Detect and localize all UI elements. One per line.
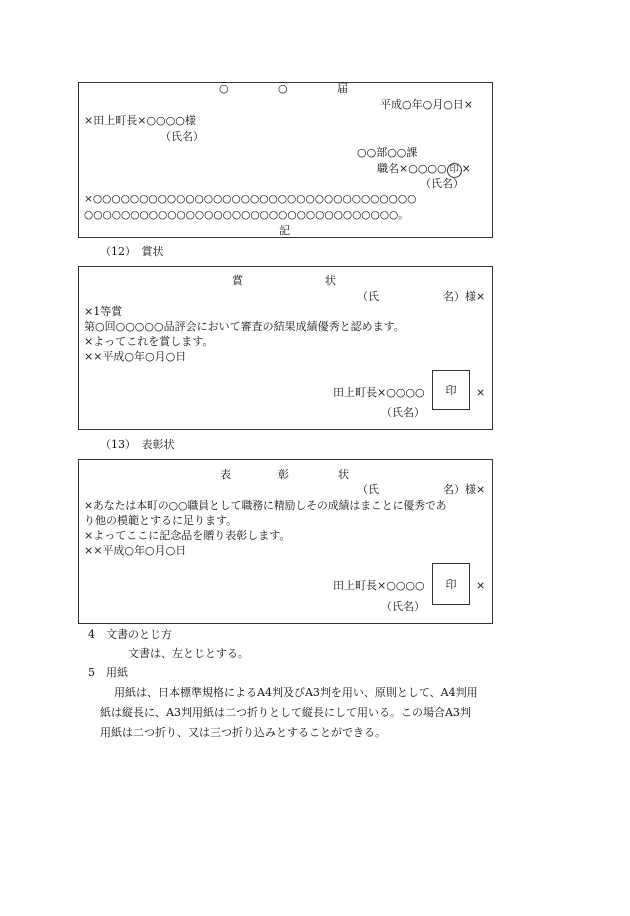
seal-circle-icon: 印 [447,163,462,178]
form-name-sub: （氏名） [420,177,464,190]
heading-12: （12） 賞状 [100,245,164,258]
commend-body-1: ×あなたは本町の○○職員として職務に精励しその成績はまことに優秀であ [84,499,447,512]
form-date-line: 平成○年○月○日× [380,98,474,111]
commend-seal-char: 印 [445,578,457,591]
commend-x-mark: × [476,579,486,592]
commend-title-char-2: 彰 [278,468,289,481]
form-position-suffix: × [461,162,471,175]
award-name-right: 名）様× [443,290,486,303]
section-5-body-2: 紙は縦長に、A3判用紙は二つ折りとして縦長にして用いる。この場合A3判 [100,706,471,719]
section-5-body-1: 用紙は、日本標準規格によるA4判及びA3判を用い、原則として、A4判用 [114,686,478,699]
form-position-prefix: 職名×○○○○ [377,162,447,175]
award-body-2: ×よってこれを賞します。 [84,335,214,348]
form-addressee-sub: （氏名） [160,130,204,143]
commend-body-3: ×よってここに記念品を贈り表彰します。 [84,529,291,542]
form-title-char-2: ○ [278,82,288,95]
award-body-1: 第○回○○○○○品評会において審査の結果成績優秀と認めます。 [84,320,405,333]
award-x-mark: × [476,386,486,399]
commend-title-char-3: 状 [338,468,349,481]
form-ki: 記 [279,224,290,237]
section-5-body-3: 用紙は二つ折り、又は三つ折り込みとすることができる。 [100,726,386,739]
form-title-char-3: 届 [337,82,348,95]
commend-body-2: り他の模範とするに足ります。 [84,514,238,527]
commend-issuer-sub: （氏名） [381,600,425,613]
section-4-body: 文書は、左とじとする。 [128,647,249,660]
form-title-char-1: ○ [219,82,229,95]
form-dept: ○○部○○課 [357,146,418,159]
section-5-heading: 5 用紙 [88,666,128,679]
award-title-char-1: 賞 [232,274,243,287]
award-seal-box [432,370,470,410]
commend-date: ××平成○年○月○日 [84,544,187,557]
award-issuer: 田上町長×○○○○ [333,386,425,399]
commend-name-left: （氏 [357,483,379,496]
form-addressee: ×田上町長×○○○○様 [84,114,196,127]
commend-seal-box [432,563,470,605]
award-grade: ×1等賞 [84,305,123,318]
award-issuer-sub: （氏名） [381,406,425,419]
commend-issuer: 田上町長×○○○○ [333,579,425,592]
award-date: ××平成○年○月○日 [84,350,187,363]
heading-13: （13） 表彰状 [100,438,175,451]
award-seal-char: 印 [445,384,457,397]
form-body-line-1: ×○○○○○○○○○○○○○○○○○○○○○○○○○○○○○○○○○○○ [84,193,417,205]
award-title-char-2: 状 [325,274,336,287]
commend-title-char-1: 表 [220,468,231,481]
commend-name-right: 名）様× [443,483,486,496]
form-body-line-2: ○○○○○○○○○○○○○○○○○○○○○○○○○○○○○○○○○○。 [84,209,409,221]
section-4-heading: 4 文書のとじ方 [88,628,172,641]
award-name-left: （氏 [357,290,379,303]
